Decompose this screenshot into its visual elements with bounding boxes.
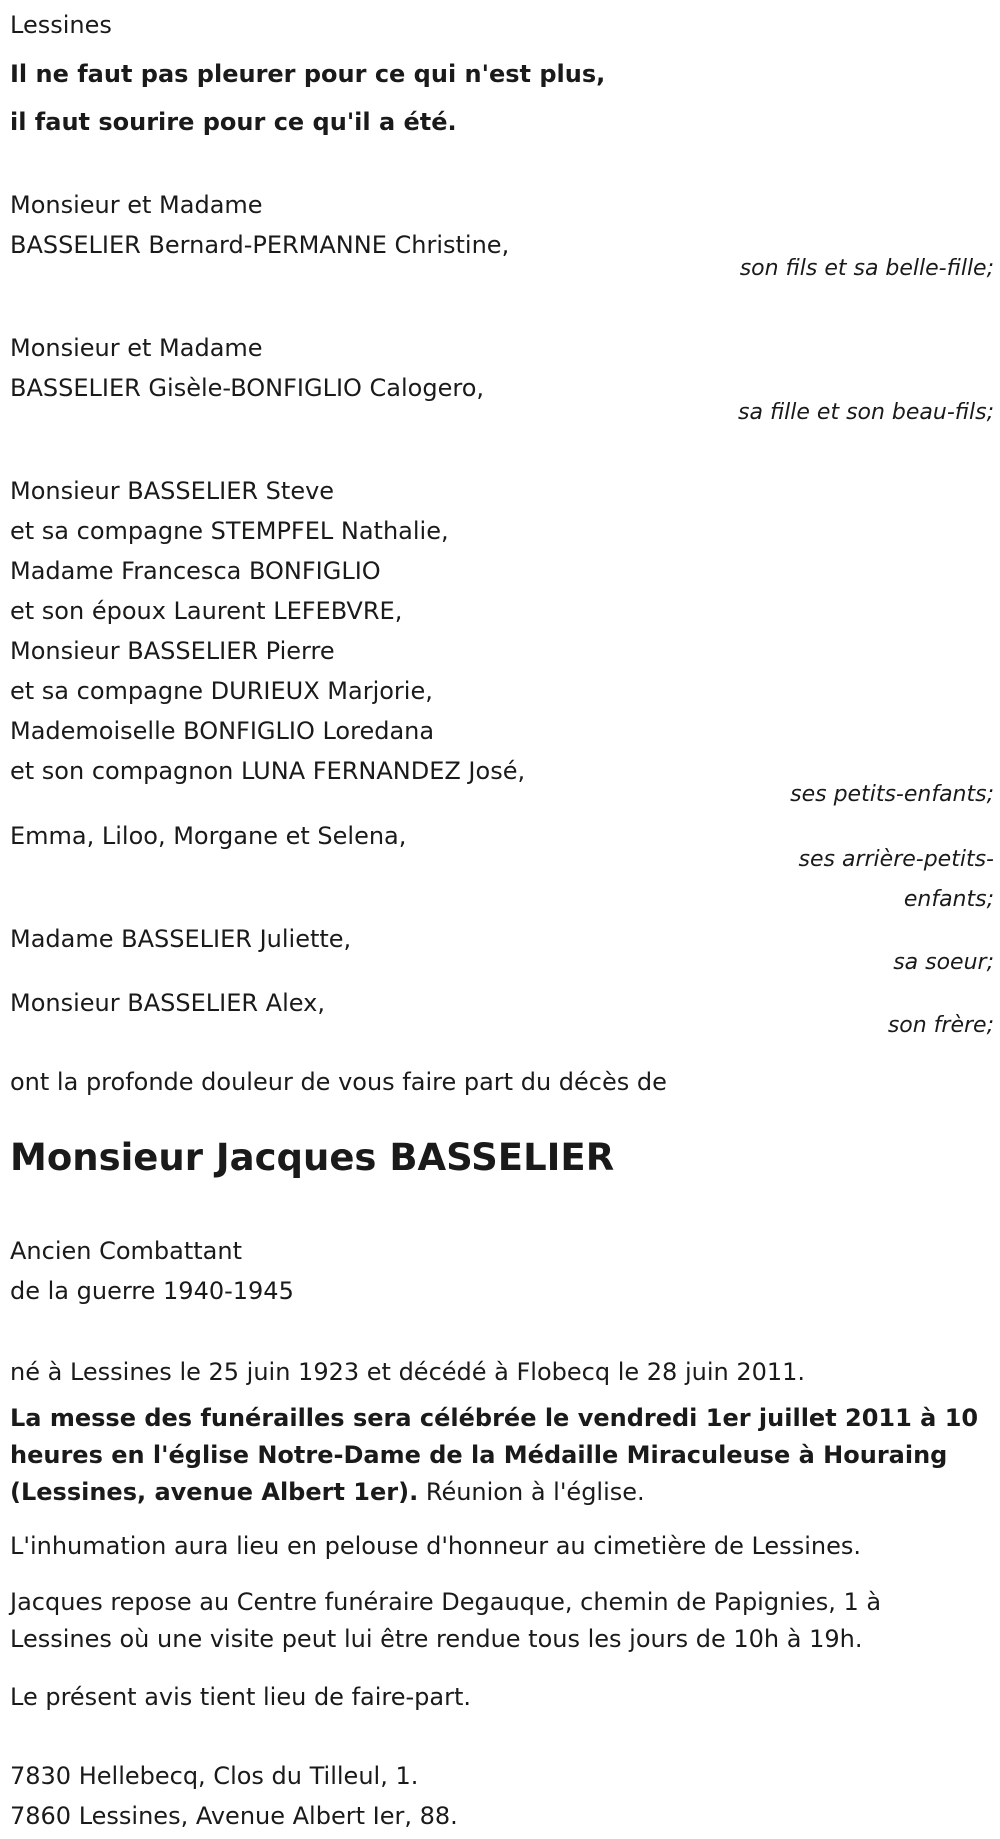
birth-death-dates: né à Lessines le 25 juin 1923 et décédé à Flobecq le 28 juin 2011. [10,1358,806,1386]
notice-paragraph: Le présent avis tient lieu de faire-part. [10,1683,472,1711]
quote-line-1: Il ne faut pas pleurer pour ce qui n'est plus, [10,60,606,88]
family-name-line: BASSELIER Bernard-PERMANNE Christine, [10,231,510,259]
family-name-line: et sa compagne DURIEUX Marjorie, [10,677,433,705]
deceased-title-line-1: Ancien Combattant [10,1237,243,1265]
family-name-line: Monsieur BASSELIER Pierre [10,637,335,665]
family-role: ses arrière-petits-enfants; [798,847,994,912]
family-name-line: Emma, Liloo, Morgane et Selena, [10,822,407,850]
family-role: ses petits-enfants; [790,782,994,807]
rest-paragraph: Jacques repose au Centre funéraire Degauque, chemin de Papignies, 1 à Lessines où une visite peut lui être rendue tous les jours de 10h à 19h. [10,1588,882,1653]
family-name-line: Madame Francesca BONFIGLIO [10,557,381,585]
burial-paragraph: L'inhumation aura lieu en pelouse d'honneur au cimetière de Lessines. [10,1532,861,1560]
address-line: 7860 Lessines, Avenue Albert Ier, 88. [10,1802,458,1830]
announcement-text: ont la profonde douleur de vous faire part du décès de [10,1068,667,1096]
funeral-meeting-note: Réunion à l'église. [425,1478,645,1506]
deceased-name: Monsieur Jacques BASSELIER [10,1136,615,1179]
funeral-mass-paragraph [10,1400,985,1511]
quote-line-2: il faut sourire pour ce qu'il a été. [10,108,457,136]
family-role: sa soeur; [893,950,994,975]
family-name-line: Monsieur et Madame [10,334,263,362]
family-name-line: Monsieur BASSELIER Alex, [10,989,325,1017]
family-name-line: et sa compagne STEMPFEL Nathalie, [10,517,449,545]
family-name-line: Madame BASSELIER Juliette, [10,925,352,953]
family-name-line: et son époux Laurent LEFEBVRE, [10,597,403,625]
family-name-line: BASSELIER Gisèle-BONFIGLIO Calogero, [10,374,485,402]
family-role: son fils et sa belle-fille; [739,256,994,281]
family-name-line: Monsieur BASSELIER Steve [10,477,335,505]
funeral-mass-details: La messe des funérailles sera célébrée le vendredi 1er juillet 2011 à 10 heures en l'église Notre-Dame de la Médaille Miraculeuse à Houraing (Lessines, avenue Albert 1er). [10,1404,979,1506]
address-line: 7830 Hellebecq, Clos du Tilleul, 1. [10,1762,419,1790]
family-name-line: Monsieur et Madame [10,191,263,219]
location-header: Lessines [10,11,112,39]
family-role: sa fille et son beau-fils; [738,400,994,425]
family-name-line: Mademoiselle BONFIGLIO Loredana [10,717,435,745]
family-name-line: et son compagnon LUNA FERNANDEZ José, [10,757,526,785]
deceased-title-line-2: de la guerre 1940-1945 [10,1277,294,1305]
family-role: son frère; [887,1013,994,1038]
